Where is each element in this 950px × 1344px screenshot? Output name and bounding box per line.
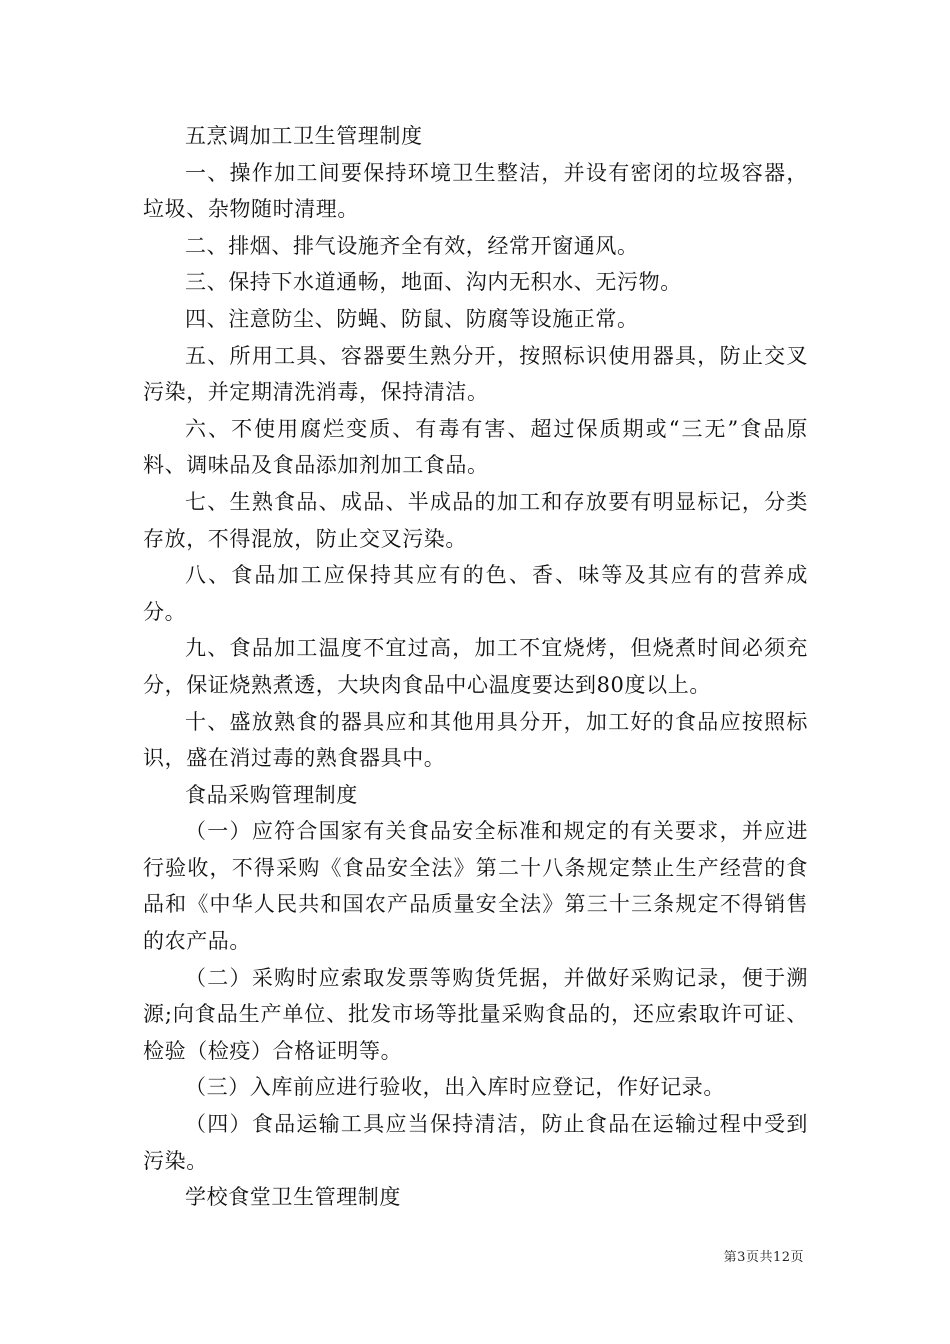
paragraph: 九、食品加工温度不宜过高，加工不宜烧烤，但烧煮时间必须充分，保证烧熟煮透，大块肉食品中心温度要达到80度以上。 — [143, 636, 808, 697]
paragraph: 一、操作加工间要保持环境卫生整洁，并设有密闭的垃圾容器，垃圾、杂物随时清理。 — [143, 160, 808, 222]
paragraph: 八、食品加工应保持其应有的色、香、味等及其应有的营养成分。 — [143, 563, 808, 624]
paragraph: 五、所用工具、容器要生熟分开，按照标识使用器具，防止交叉污染，并定期清洗消毒，保持清洁。 — [143, 343, 808, 405]
paragraph: 六、不使用腐烂变质、有毒有害、超过保质期或“三无”食品原料、调味品及食品添加剂加工食品。 — [143, 416, 808, 478]
paragraph: （一）应符合国家有关食品安全标准和规定的有关要求，并应进行验收，不得采购《食品安全法》第二十八条规定禁止生产经营的食品和《中华人民共和国农产品质量安全法》第三十三条规定不得销售的农产品。 — [143, 819, 808, 954]
page-number: 第3页共12页 — [723, 1250, 804, 1265]
paragraph: 四、注意防尘、防蝇、防鼠、防腐等设施正常。 — [185, 306, 639, 331]
paragraph: 七、生熟食品、成品、半成品的加工和存放要有明显标记，分类存放，不得混放，防止交叉污染。 — [143, 489, 808, 551]
section-title-canteen: 学校食堂卫生管理制度 — [185, 1185, 401, 1210]
paragraph: （四）食品运输工具应当保持清洁，防止食品在运输过程中受到污染。 — [143, 1112, 808, 1173]
document-body — [143, 118, 808, 1216]
section-title-purchasing: 食品采购管理制度 — [185, 782, 358, 807]
paragraph: 二、排烟、排气设施齐全有效，经常开窗通风。 — [185, 233, 639, 258]
paragraph: 三、保持下水道通畅，地面、沟内无积水、无污物。 — [185, 270, 682, 295]
section-title-cooking: 五烹调加工卫生管理制度 — [185, 124, 423, 148]
paragraph: （三）入库前应进行验收，出入库时应登记，作好记录。 — [185, 1075, 725, 1100]
paragraph: 十、盛放熟食的器具应和其他用具分开，加工好的食品应按照标识，盛在消过毒的熟食器具中。 — [143, 709, 808, 771]
paragraph: （二）采购时应索取发票等购货凭据，并做好采购记录，便于溯源;向食品生产单位、批发市场等批量采购食品的，还应索取许可证、检验（检疫）合格证明等。 — [143, 965, 808, 1063]
